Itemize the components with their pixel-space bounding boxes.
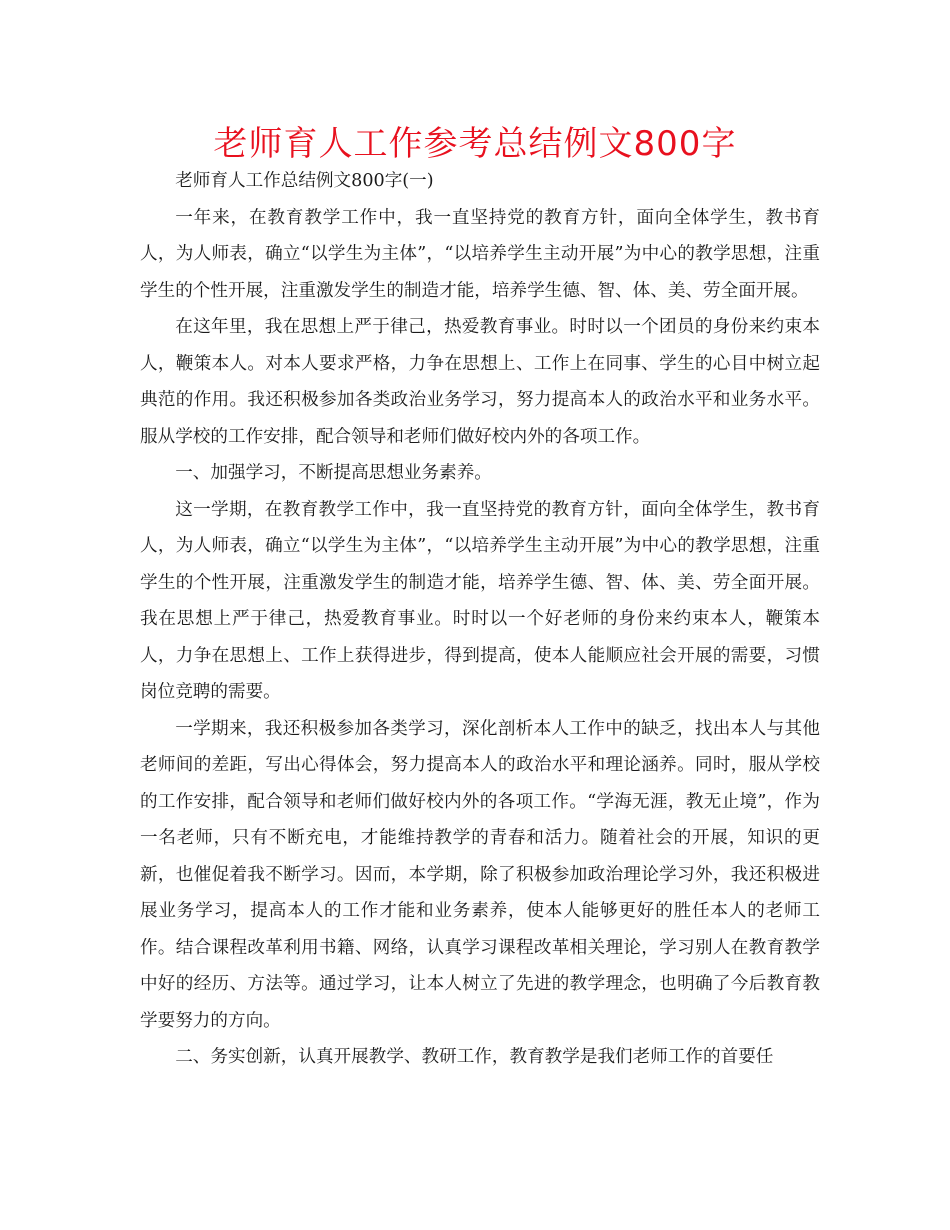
paragraph: 一学期来，我还积极参加各类学习，深化剖析本人工作中的缺乏，找出本人与其他老师间的差距，写出心得体会，努力提高本人的政治水平和理论涵养。同时，服从学校的工作安排，配合领导和老师们做好校内外的各项工作。“学海无涯，教无止境”，作为一名老师，只有不断充电，才能维持教学的青春和活力。随着社会的开展，知识的更新，也催促着我不断学习。因而，本学期，除了积极参加政治理论学习外，我还积极进展业务学习，提高本人的工作才能和业务素养，使本人能够更好的胜任本人的老师工作。结合课程改革利用书籍、网络，认真学习课程改革相关理论，学习别人在教育教学中好的经历、方法等。通过学习，让本人树立了先进的教学理念，也明确了今后教育教学要努力的方向。 (140, 718, 820, 1031)
document-title: 老师育人工作参考总结例文800字 (213, 124, 737, 164)
document-subtitle: 老师育人工作总结例文800字(一) (175, 171, 434, 191)
paragraph: 在这年里，我在思想上严于律己，热爱教育事业。时时以一个团员的身份来约束本人，鞭策本人。对本人要求严格，力争在思想上、工作上在同事、学生的心目中树立起典范的作用。我还积极参加各类政治业务学习，努力提高本人的政治水平和业务水平。服从学校的工作安排，配合领导和老师们做好校内外的各项工作。 (140, 317, 820, 447)
section-heading: 二、务实创新，认真开展教学、教研工作，教育教学是我们老师工作的首要任 (175, 1047, 774, 1067)
paragraph: 这一学期，在教育教学工作中，我一直坚持党的教育方针，面向全体学生，教书育人，为人师表，确立“以学生为主体”，“以培养学生主动开展”为中心的教学思想，注重学生的个性开展，注重激发学生的制造才能，培养学生德、智、体、美、劳全面开展。我在思想上严于律己，热爱教育事业。时时以一个好老师的身份来约束本人，鞭策本人，力争在思想上、工作上获得进步，得到提高，使本人能顺应社会开展的需要，习惯岗位竞聘的需要。 (140, 499, 820, 702)
paragraph: 一年来，在教育教学工作中，我一直坚持党的教育方针，面向全体学生，教书育人，为人师表，确立“以学生为主体”，“以培养学生主动开展”为中心的教学思想，注重学生的个性开展，注重激发学生的制造才能，培养学生德、智、体、美、劳全面开展。 (140, 207, 820, 301)
section-heading: 一、加强学习，不断提高思想业务素养。 (175, 463, 492, 483)
document-body (140, 163, 820, 1076)
